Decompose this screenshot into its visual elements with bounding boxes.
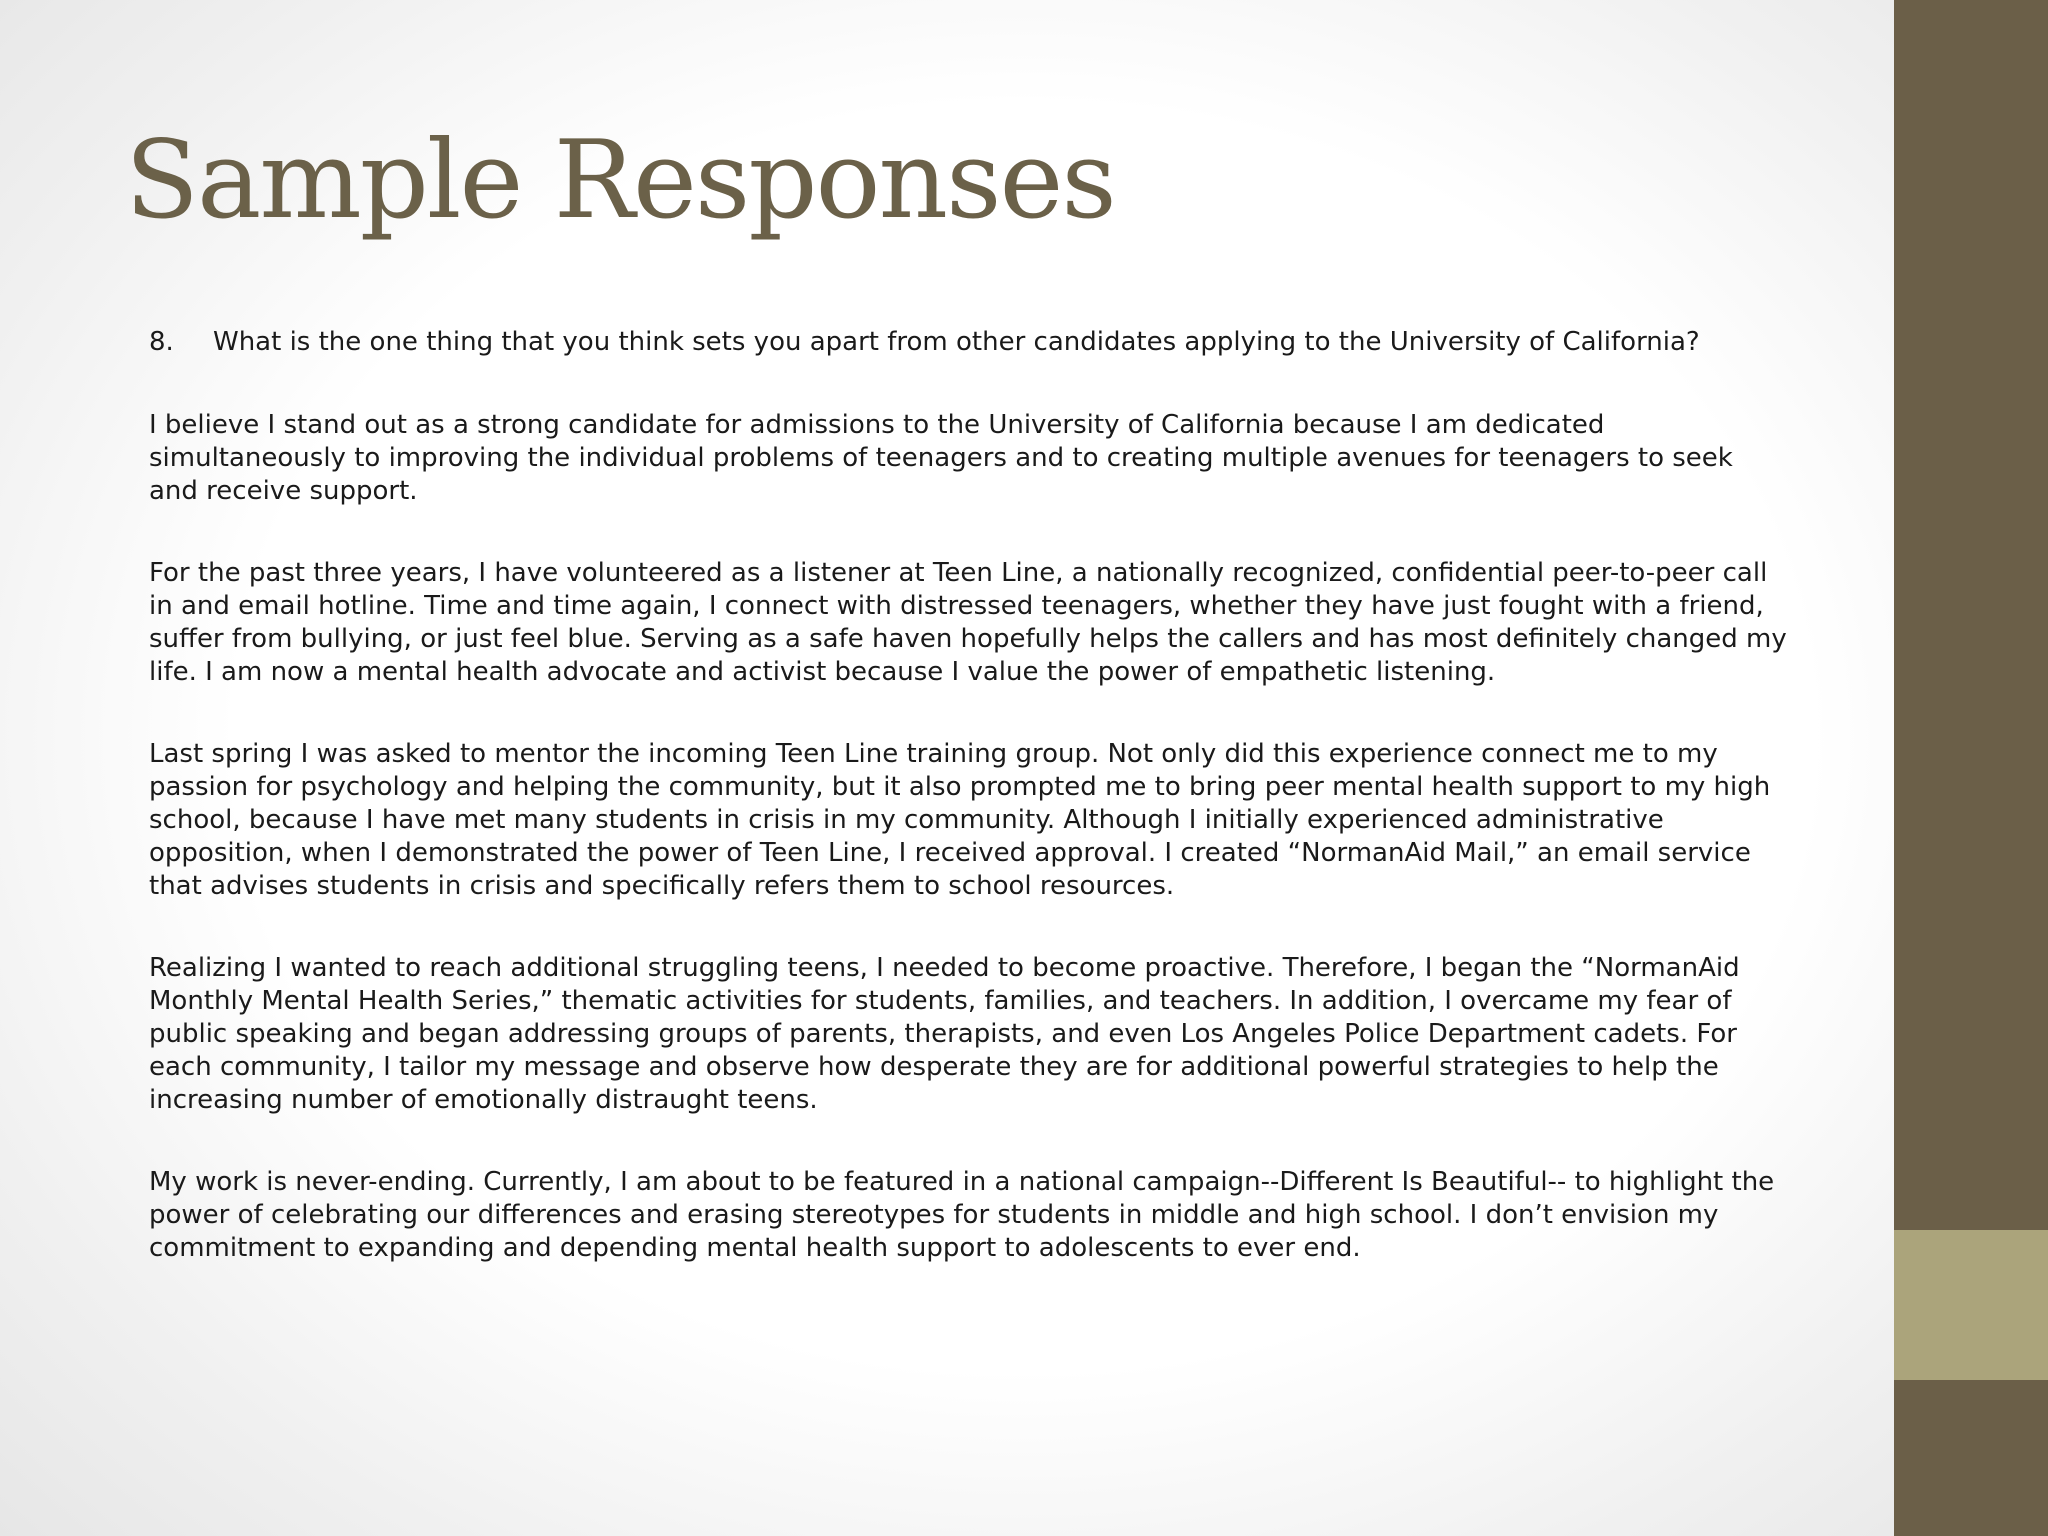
slide-body — [149, 326, 1789, 1314]
response-paragraph-1: I believe I stand out as a strong candidate for admissions to the University of California because I am dedicated simultaneously to improving the individual problems of teenagers and to creating multiple avenues for teenagers to seek and receive support. — [149, 410, 1733, 506]
decorative-side-accent — [1894, 1230, 2048, 1380]
response-paragraph-3: Last spring I was asked to mentor the incoming Teen Line training group. Not only did this experience connect me to my passion for psychology and helping the community, but it also prompted me to bring peer mental health support to my high school, because I have met many students in crisis in my community. Although I initially experienced administrative opposition, when I demonstrated the power of Teen Line, I received approval. I created “NormanAid Mail,” an email service that advises students in crisis and specifically refers them to school resources. — [149, 739, 1771, 901]
response-paragraph-2: For the past three years, I have volunteered as a listener at Teen Line, a nationally recognized, confidential peer-to-peer call in and email hotline. Time and time again, I connect with distressed teenagers, whether they have just fought with a friend, suffer from bullying, or just feel blue. Serving as a safe haven hopefully helps the callers and has most definitely changed my life. I am now a mental health advocate and activist because I value the power of empathetic listening. — [149, 558, 1787, 687]
response-paragraph-5: My work is never-ending. Currently, I am about to be featured in a national campaign--Different Is Beautiful-- to highlight the power of celebrating our differences and erasing stereotypes for students in middle and high school. I don’t envision my commitment to expanding and depending mental health support to adolescents to ever end. — [149, 1167, 1775, 1263]
response-paragraph-4: Realizing I wanted to reach additional struggling teens, I needed to become proactive. Therefore, I began the “NormanAid Monthly Mental Health Series,” thematic activities for students, families, and teachers. In addition, I overcame my fear of public speaking and began addressing groups of parents, therapists, and even Los Angeles Police Department cadets. For each community, I tailor my message and observe how desperate they are for additional powerful strategies to help the increasing number of emotionally distraught teens. — [149, 953, 1740, 1115]
question-item — [149, 326, 1789, 359]
question-number: 8. — [149, 327, 174, 357]
slide-title: Sample Responses — [125, 118, 1115, 243]
question-text: What is the one thing that you think sets you apart from other candidates applying to the University of California? — [213, 327, 1700, 357]
